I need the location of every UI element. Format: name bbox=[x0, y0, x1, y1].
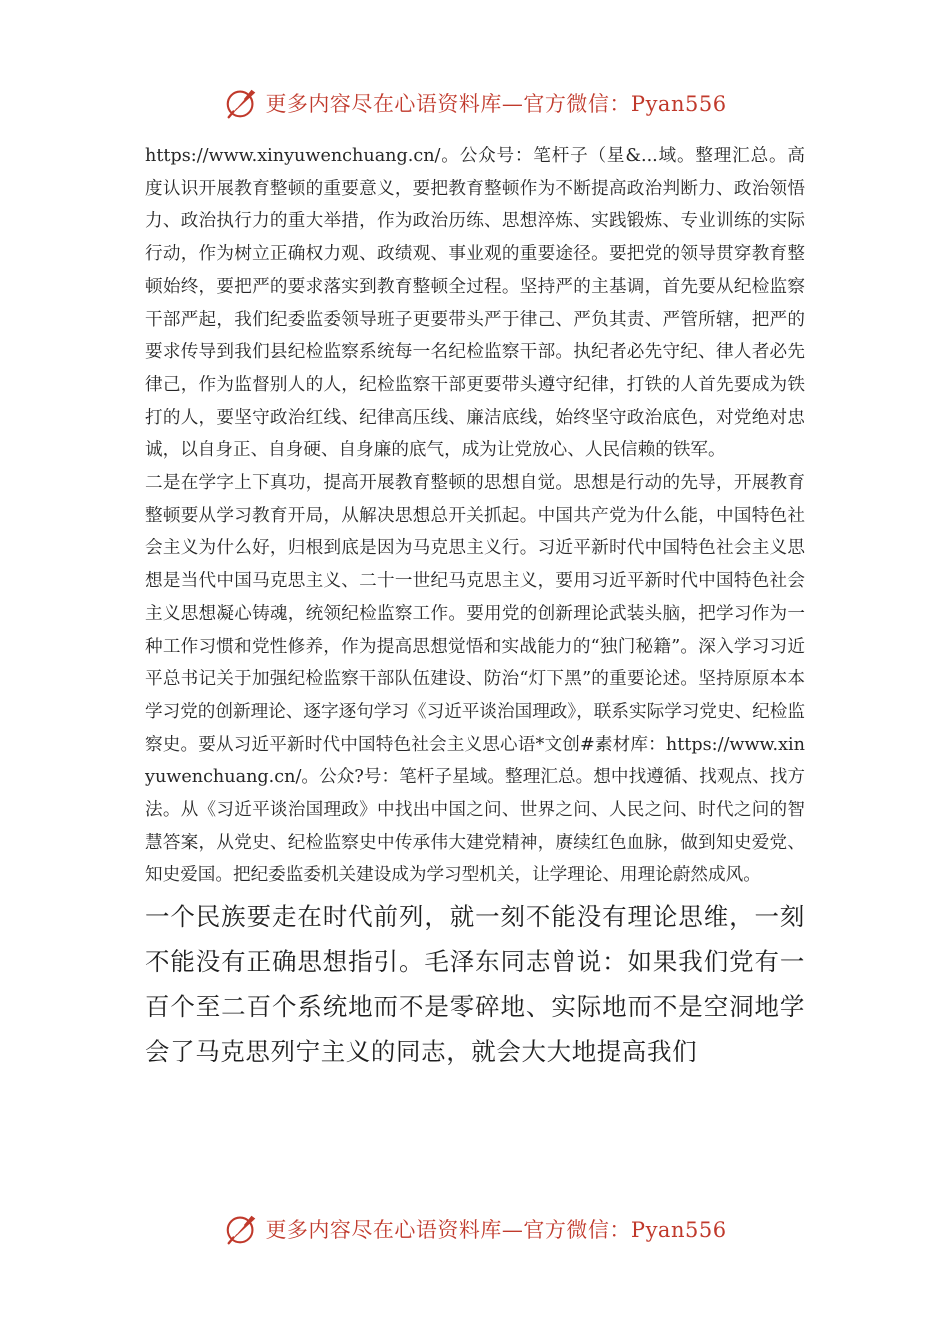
header-banner bbox=[0, 78, 950, 128]
footer-banner bbox=[0, 1204, 950, 1254]
document-body bbox=[145, 140, 805, 1074]
paragraph-1: https://www.xinyuwenchuang.cn/。公众号：笔杆子（星&...域。整理汇总。高度认识开展教育整顿的重要意义，要把教育整顿作为不断提高政治判断力、政治领悟力、政治执行力的重大举措，作为政治历练、思想淬炼、实践锻炼、专业训练的实际行动，作为树立正确权力观、政绩观、事业观的重要途径。要把党的领导贯穿教育整顿始终，要把严的要求落实到教育整顿全过程。坚持严的主基调，首先要从纪检监察干部严起，我们纪委监委领导班子更要带头严于律己、严负其责、严管所辖，把严的要求传导到我们县纪检监察系统每一名纪检监察干部。执纪者必先守纪、律人者必先律己，作为监督别人的人，纪检监察干部更要带头遵守纪律，打铁的人首先要成为铁打的人，要坚守政治红线、纪律高压线、廉洁底线，始终坚守政治底色，对党绝对忠诚，以自身正、自身硬、自身廉的底气，成为让党放心、人民信赖的铁军。 bbox=[145, 146, 805, 461]
quill-pen-logo-icon bbox=[223, 1210, 261, 1248]
banner-text: 更多内容尽在心语资料库—官方微信：Pyan556 bbox=[265, 92, 727, 116]
paragraph-3: 一个民族要走在时代前列，就一刻不能没有理论思维，一刻不能没有正确思想指引。毛泽东同志曾说：如果我们党有一百个至二百个系统地而不是零碎地、实际地而不是空洞地学会了马克思列宁主义的同志，就会大大地提高我们 bbox=[145, 902, 805, 1067]
paragraph-2: 二是在学字上下真功，提高开展教育整顿的思想自觉。思想是行动的先导，开展教育整顿要从学习教育开局，从解决思想总开关抓起。中国共产党为什么能，中国特色社会主义为什么好，归根到底是因为马克思主义行。习近平新时代中国特色社会主义思想是当代中国马克思主义、二十一世纪马克思主义，要用习近平新时代中国特色社会主义思想凝心铸魂，统领纪检监察工作。要用党的创新理论武装头脑，把学习作为一种工作习惯和党性修养，作为提高思想觉悟和实战能力的“独门秘籍”。深入学习习近平总书记关于加强纪检监察干部队伍建设、防治“灯下黑”的重要论述。坚持原原本本学习党的创新理论、逐字逐句学习《习近平谈治国理政》，联系实际学习党史、纪检监察史。要从习近平新时代中国特色社会主义思心语*文创#素材库：https://www.xinyuwenchuang.cn/。公众?号：笔杆子星域。整理汇总。想中找遵循、找观点、找方法。从《习近平谈治国理政》中找出中国之问、世界之问、人民之问、时代之问的智慧答案，从党史、纪检监察史中传承伟大建党精神，赓续红色血脉，做到知史爱党、知史爱国。把纪委监委机关建设成为学习型机关，让学理论、用理论蔚然成风。 bbox=[145, 473, 805, 886]
quill-pen-logo-icon bbox=[223, 84, 261, 122]
banner-text: 更多内容尽在心语资料库—官方微信：Pyan556 bbox=[265, 1218, 727, 1242]
